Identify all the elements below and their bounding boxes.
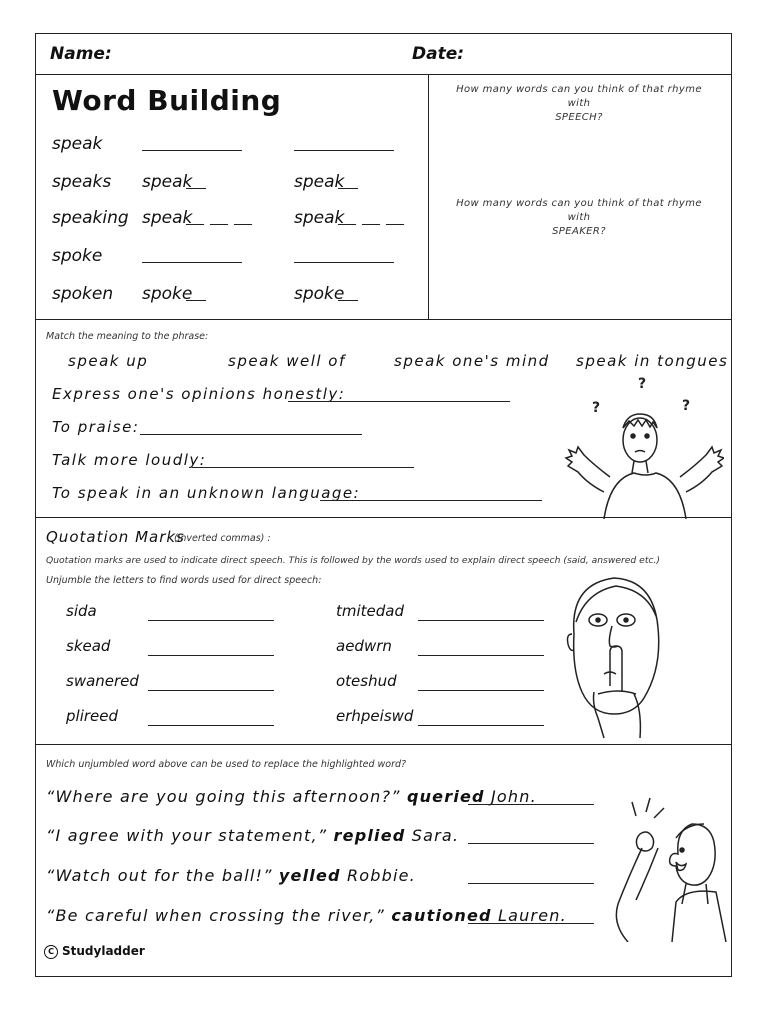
answer-blank[interactable] (468, 843, 594, 844)
confused-person-illustration (564, 374, 724, 519)
match-instruction: Match the meaning to the phrase: (46, 331, 209, 342)
answer-blank[interactable] (362, 224, 380, 225)
answer-blank[interactable] (294, 150, 394, 151)
name-label: Name: (50, 44, 112, 64)
phrase-speak-up: speak up (68, 352, 149, 370)
stem-speak: speak (294, 172, 345, 192)
word-speaking: speaking (52, 208, 129, 228)
shushing-face-illustration (564, 574, 664, 739)
word-building-title: Word Building (52, 84, 282, 117)
sentence-2: “I agree with your statement,” replied Sara. (46, 826, 460, 845)
answer-blank[interactable] (142, 262, 242, 263)
divider (36, 319, 731, 320)
sentence-1: “Where are you going this afternoon?” queried John. (46, 787, 537, 806)
answer-blank[interactable] (468, 804, 594, 805)
phrase-speak-in-tongues: speak in tongues (576, 352, 729, 370)
stem-speak: speak (142, 208, 193, 228)
answer-blank[interactable] (148, 655, 274, 656)
rhyme-question-2: How many words can you think of that rhyme with SPEAKER? (456, 198, 702, 237)
answer-blank[interactable] (288, 401, 510, 402)
stem-spoke: spoke (142, 284, 193, 304)
answer-blank[interactable] (468, 923, 594, 924)
divider (36, 744, 731, 745)
answer-blank[interactable] (234, 224, 252, 225)
highlighted-word: replied (333, 826, 406, 845)
stem-spoke: spoke (294, 284, 345, 304)
highlighted-word: yelled (278, 866, 341, 885)
prompt-loudly: Talk more loudly: (52, 451, 207, 469)
scrambled-word: erhpeiswd (336, 707, 414, 725)
answer-blank[interactable] (186, 300, 206, 301)
copyright-icon: C (44, 945, 58, 959)
scrambled-word: tmitedad (336, 602, 405, 620)
answer-blank[interactable] (210, 224, 228, 225)
answer-blank[interactable] (148, 620, 274, 621)
word-speak: speak (52, 134, 103, 154)
prompt-praise: To praise: (52, 418, 140, 436)
divider (36, 74, 731, 75)
scrambled-word: aedwrn (336, 637, 392, 655)
scrambled-word: skead (66, 637, 111, 655)
svg-text:?: ? (682, 398, 691, 414)
divider (428, 74, 429, 319)
answer-blank[interactable] (338, 300, 358, 301)
answer-blank[interactable] (140, 434, 362, 435)
answer-blank[interactable] (418, 690, 544, 691)
highlighted-word: queried (406, 787, 485, 806)
unjumble-instruction: Unjumble the letters to find words used for direct speech: (46, 575, 322, 586)
scrambled-word: oteshud (336, 672, 397, 690)
answer-blank[interactable] (186, 224, 204, 225)
svg-text:?: ? (638, 376, 647, 392)
prompt-unknown-language: To speak in an unknown language: (52, 484, 361, 502)
stem-speak: speak (294, 208, 345, 228)
answer-blank[interactable] (386, 224, 404, 225)
highlighted-word: cautioned (391, 906, 492, 925)
answer-blank[interactable] (192, 467, 414, 468)
answer-blank[interactable] (468, 883, 594, 884)
stem-speak: speak (142, 172, 193, 192)
answer-blank[interactable] (148, 725, 274, 726)
answer-blank[interactable] (418, 725, 544, 726)
svg-text:?: ? (592, 400, 601, 416)
sentence-3: “Watch out for the ball!” yelled Robbie. (46, 866, 416, 885)
quotation-heading-note: (inverted commas) : (174, 533, 271, 544)
answer-blank[interactable] (418, 655, 544, 656)
scrambled-word: plireed (66, 707, 119, 725)
prompt-opinions: Express one's opinions honestly: (52, 385, 346, 403)
yelling-person-illustration (602, 794, 727, 942)
worksheet (35, 33, 732, 977)
answer-blank[interactable] (320, 500, 542, 501)
scrambled-word: sida (66, 602, 97, 620)
phrase-speak-ones-mind: speak one's mind (394, 352, 550, 370)
answer-blank[interactable] (338, 224, 356, 225)
answer-blank[interactable] (338, 188, 358, 189)
answer-blank[interactable] (294, 262, 394, 263)
replace-instruction: Which unjumbled word above can be used to replace the highlighted word? (46, 759, 407, 770)
divider (36, 517, 731, 518)
answer-blank[interactable] (186, 188, 206, 189)
word-speaks: speaks (52, 172, 112, 192)
answer-blank[interactable] (148, 690, 274, 691)
answer-blank[interactable] (142, 150, 242, 151)
rhyme-question-1: How many words can you think of that rhyme with SPEECH? (456, 84, 702, 123)
studyladder-logo: C Studyladder (44, 944, 145, 959)
word-spoken: spoken (52, 284, 114, 304)
sentence-4: “Be careful when crossing the river,” cautioned Lauren. (46, 906, 567, 925)
phrase-speak-well-of: speak well of (228, 352, 346, 370)
scrambled-word: swanered (66, 672, 139, 690)
word-spoke: spoke (52, 246, 103, 266)
quotation-heading: Quotation Marks (46, 528, 185, 546)
date-label: Date: (412, 44, 465, 64)
answer-blank[interactable] (418, 620, 544, 621)
quotation-explanation: Quotation marks are used to indicate direct speech. This is followed by the words used to explain direct speech (said, answered etc.) (46, 555, 660, 566)
